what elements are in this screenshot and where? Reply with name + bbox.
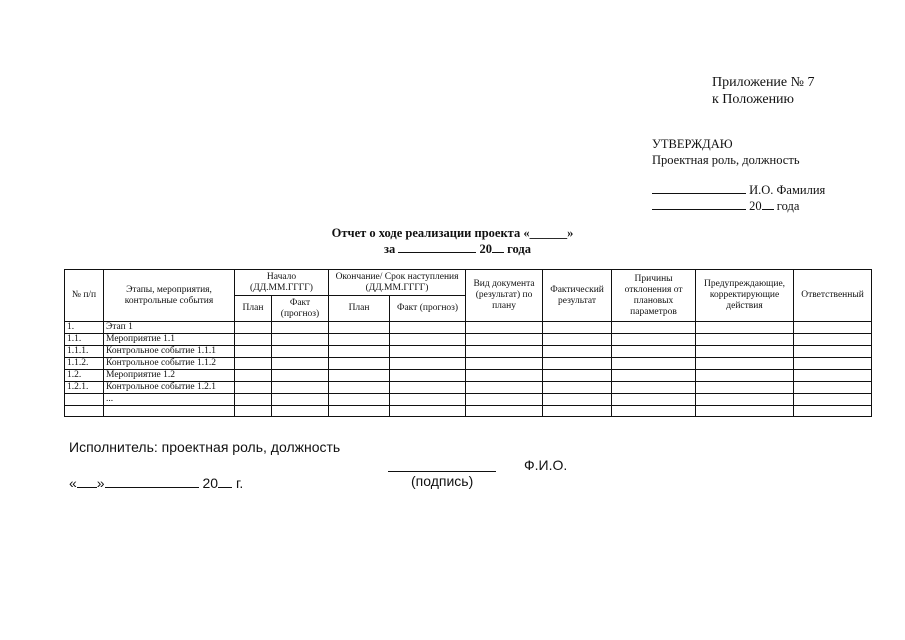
cell[interactable] (235, 370, 272, 382)
cell[interactable] (466, 322, 543, 334)
cell[interactable] (612, 358, 696, 370)
cell[interactable] (612, 370, 696, 382)
row-name (104, 406, 235, 417)
cell[interactable] (466, 358, 543, 370)
cell[interactable] (612, 394, 696, 406)
cell[interactable] (543, 394, 612, 406)
cell[interactable] (272, 370, 329, 382)
cell[interactable] (466, 382, 543, 394)
cell[interactable] (329, 358, 390, 370)
cell[interactable] (390, 358, 466, 370)
cell[interactable] (272, 394, 329, 406)
cell[interactable] (612, 382, 696, 394)
cell[interactable] (235, 346, 272, 358)
cell[interactable] (390, 346, 466, 358)
header-reasons: Причины отклонения от плановых параметров (612, 270, 696, 322)
row-num: 1.2.1. (65, 382, 104, 394)
report-table (64, 269, 872, 417)
table-row (65, 382, 872, 394)
header-end-fact: Факт (прогноз) (390, 296, 466, 322)
cell[interactable] (543, 406, 612, 417)
row-name: Контрольное событие 1.2.1 (104, 382, 235, 394)
header-end: Окончание/ Срок наступления (ДД.ММ.ГГГГ) (329, 270, 466, 296)
approval-date-line (652, 198, 825, 214)
header-doc-type: Вид документа (результат) по плану (466, 270, 543, 322)
cell[interactable] (329, 346, 390, 358)
cell[interactable] (794, 382, 872, 394)
table-row (65, 334, 872, 346)
cell[interactable] (235, 334, 272, 346)
cell[interactable] (390, 370, 466, 382)
header-end-plan: План (329, 296, 390, 322)
executor-label: Исполнитель: проектная роль, должность (69, 439, 341, 455)
cell[interactable] (696, 382, 794, 394)
date-year-blank[interactable] (218, 474, 232, 488)
signature-blank[interactable] (652, 182, 746, 194)
approval-title: УТВЕРЖДАЮ (652, 137, 733, 151)
cell[interactable] (696, 334, 794, 346)
cell[interactable] (612, 406, 696, 417)
date-blank[interactable] (652, 198, 746, 210)
cell[interactable] (329, 370, 390, 382)
date-open-quote: « (69, 475, 77, 491)
cell[interactable] (794, 370, 872, 382)
cell[interactable] (543, 322, 612, 334)
annex-reference: к Положению (712, 92, 795, 107)
row-name: Контрольное событие 1.1.2 (104, 358, 235, 370)
cell[interactable] (235, 394, 272, 406)
cell[interactable] (696, 406, 794, 417)
report-title (0, 226, 905, 257)
approval-year-suffix: года (776, 199, 800, 213)
date-close-quote: » (96, 475, 105, 491)
cell[interactable] (466, 394, 543, 406)
header-start: Начало (ДД.ММ.ГГГГ) (235, 270, 329, 296)
approval-name: И.О. Фамилия (749, 183, 826, 197)
cell[interactable] (235, 406, 272, 417)
cell[interactable] (390, 406, 466, 417)
header-actual: Фактический результат (543, 270, 612, 322)
row-num (65, 406, 104, 417)
table-row (65, 322, 872, 334)
cell[interactable] (329, 322, 390, 334)
cell[interactable] (794, 394, 872, 406)
cell[interactable] (329, 382, 390, 394)
report-period-blank[interactable] (398, 241, 476, 253)
cell[interactable] (390, 322, 466, 334)
cell[interactable] (235, 322, 272, 334)
header-num: № п/п (65, 270, 104, 322)
approval-block (652, 136, 800, 168)
row-num: 1. (65, 322, 104, 334)
table-row (65, 346, 872, 358)
row-num: 1.1. (65, 334, 104, 346)
cell[interactable] (466, 334, 543, 346)
cell[interactable] (466, 370, 543, 382)
row-name: Контрольное событие 1.1.1 (104, 346, 235, 358)
cell[interactable] (272, 382, 329, 394)
cell[interactable] (794, 322, 872, 334)
signature-caption: (подпись) (411, 473, 474, 489)
cell[interactable] (235, 358, 272, 370)
annex-number: Приложение № 7 (712, 75, 815, 90)
cell[interactable] (794, 334, 872, 346)
signature-line[interactable] (388, 471, 496, 472)
header-start-plan: План (235, 296, 272, 322)
annex-label (712, 74, 815, 108)
approval-role: Проектная роль, должность (652, 153, 800, 167)
approval-signature-block (652, 182, 825, 214)
cell[interactable] (543, 346, 612, 358)
row-name: Мероприятие 1.1 (104, 334, 235, 346)
fio-label: Ф.И.О. (524, 457, 568, 473)
cell[interactable] (272, 358, 329, 370)
table-row (65, 370, 872, 382)
cell[interactable] (390, 334, 466, 346)
header-responsible: Ответственный (794, 270, 872, 322)
row-name: Этап 1 (104, 322, 235, 334)
cell[interactable] (794, 346, 872, 358)
table-row (65, 394, 872, 406)
table-row (65, 406, 872, 417)
cell[interactable] (543, 382, 612, 394)
cell[interactable] (272, 322, 329, 334)
day-blank[interactable] (77, 474, 97, 488)
cell[interactable] (329, 406, 390, 417)
cell[interactable] (612, 346, 696, 358)
cell[interactable] (696, 394, 794, 406)
cell[interactable] (543, 370, 612, 382)
approval-name-line (652, 182, 825, 198)
cell[interactable] (696, 346, 794, 358)
row-num (65, 394, 104, 406)
cell[interactable] (794, 406, 872, 417)
row-num: 1.1.1. (65, 346, 104, 358)
report-title-line2 (0, 241, 905, 257)
table-row (65, 358, 872, 370)
report-period-suffix: года (507, 242, 531, 256)
cell[interactable] (696, 370, 794, 382)
cell[interactable] (543, 334, 612, 346)
approval-year-prefix: 20 (749, 199, 762, 213)
cell[interactable] (272, 346, 329, 358)
year-blank[interactable] (762, 198, 774, 210)
cell[interactable] (272, 334, 329, 346)
cell[interactable] (612, 322, 696, 334)
month-blank[interactable] (105, 474, 199, 488)
cell[interactable] (466, 346, 543, 358)
cell[interactable] (329, 334, 390, 346)
cell[interactable] (390, 382, 466, 394)
row-name: ... (104, 394, 235, 406)
cell[interactable] (696, 322, 794, 334)
cell[interactable] (329, 394, 390, 406)
cell[interactable] (390, 394, 466, 406)
cell[interactable] (696, 358, 794, 370)
date-suffix: г. (235, 475, 244, 491)
row-num: 1.1.2. (65, 358, 104, 370)
date-year: 20 (202, 475, 219, 491)
header-start-fact: Факт (прогноз) (272, 296, 329, 322)
cell[interactable] (794, 358, 872, 370)
row-name: Мероприятие 1.2 (104, 370, 235, 382)
cell[interactable] (235, 382, 272, 394)
report-title-line1: Отчет о ходе реализации проекта «______» (331, 226, 574, 240)
date-line (69, 474, 243, 491)
header-actions: Предупреждающие, корректирующие действия (696, 270, 794, 322)
header-stages: Этапы, мероприятия, контрольные события (104, 270, 235, 322)
cell[interactable] (612, 334, 696, 346)
report-period-prefix: за (384, 242, 396, 256)
row-num: 1.2. (65, 370, 104, 382)
report-year-blank[interactable] (492, 241, 504, 253)
cell[interactable] (272, 406, 329, 417)
cell[interactable] (466, 406, 543, 417)
report-period-year: 20 (479, 242, 493, 256)
cell[interactable] (543, 358, 612, 370)
